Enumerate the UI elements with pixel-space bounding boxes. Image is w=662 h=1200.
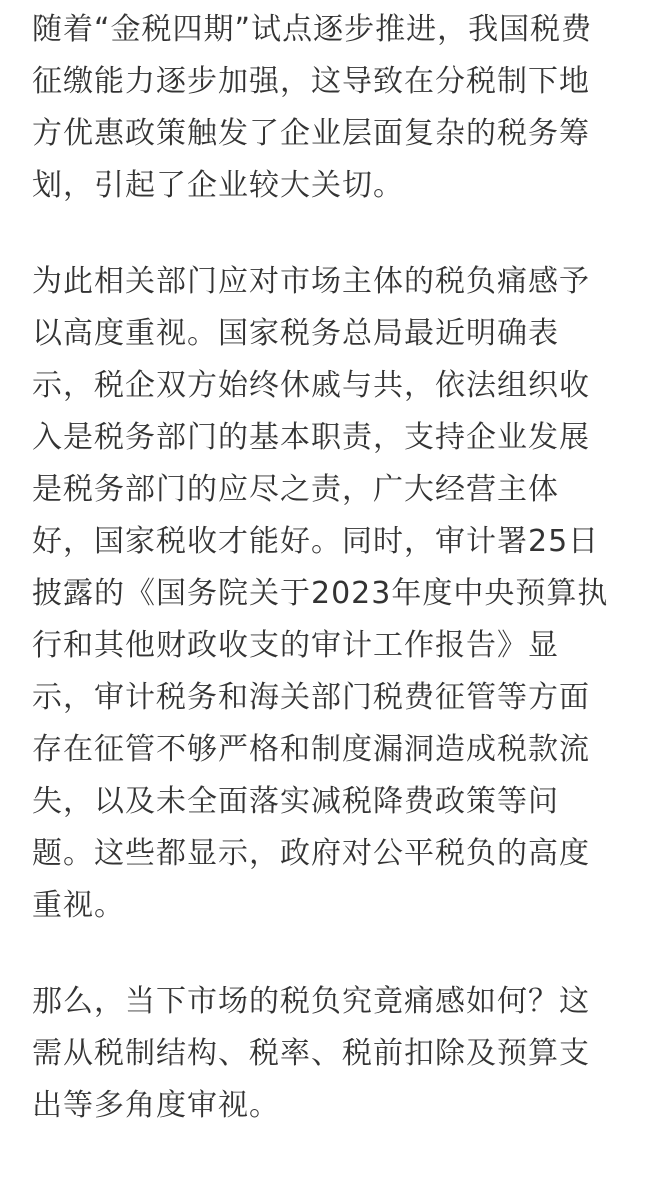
text-line: 为此相关部门应对市场主体的税负痛感予 xyxy=(32,264,590,299)
text-line: 方优惠政策触发了企业层面复杂的税务筹 xyxy=(32,116,590,151)
text-line: 示，税企双方始终休戚与共，依法组织收 xyxy=(32,368,590,403)
text-line: 题。这些都显示，政府对公平税负的高度 xyxy=(32,836,590,871)
text-line: 披露的《国务院关于2023年度中央预算执 xyxy=(32,576,609,611)
text-line: 是税务部门的应尽之责，广大经营主体 xyxy=(32,472,559,507)
text-line: 存在征管不够严格和制度漏洞造成税款流 xyxy=(32,732,590,767)
text-line: 征缴能力逐步加强，这导致在分税制下地 xyxy=(32,64,590,99)
text-line: 入是税务部门的基本职责，支持企业发展 xyxy=(32,420,590,455)
text-line: 以高度重视。国家税务总局最近明确表 xyxy=(32,316,559,351)
text-line: 划，引起了企业较大关切。 xyxy=(32,168,404,203)
paragraph-1 xyxy=(32,4,632,212)
text-line: 出等多角度审视。 xyxy=(32,1088,280,1123)
text-line: 示，审计税务和海关部门税费征管等方面 xyxy=(32,680,590,715)
paragraph-2 xyxy=(32,256,632,932)
paragraph-3 xyxy=(32,976,632,1132)
text-line: 需从税制结构、税率、税前扣除及预算支 xyxy=(32,1036,590,1071)
text-line: 好，国家税收才能好。同时，审计署25日 xyxy=(32,524,600,559)
text-line: 行和其他财政收支的审计工作报告》显 xyxy=(32,628,559,663)
text-line: 失，以及未全面落实减税降费政策等问 xyxy=(32,784,559,819)
article-body xyxy=(32,4,632,1132)
text-line: 重视。 xyxy=(32,888,125,923)
text-line: 随着“金税四期”试点逐步推进，我国税费 xyxy=(32,12,593,47)
text-line: 那么，当下市场的税负究竟痛感如何？这 xyxy=(32,984,590,1019)
